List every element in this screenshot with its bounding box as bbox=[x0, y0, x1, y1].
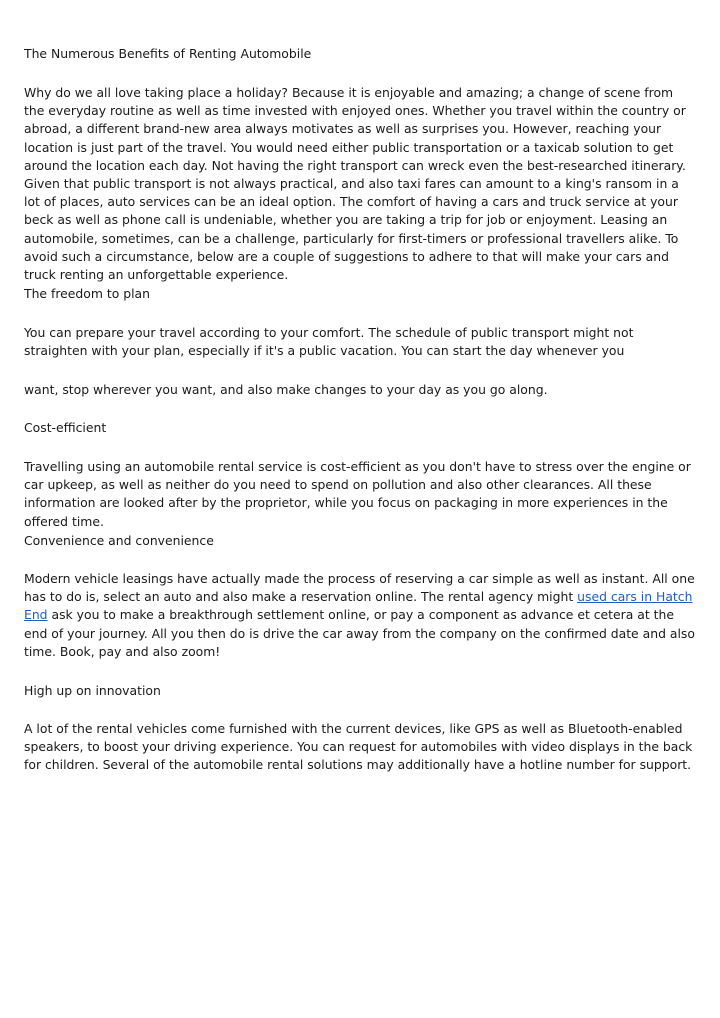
used-cars-hatch-end-link[interactable]: used cars in Hatch End bbox=[24, 589, 693, 623]
convenience-paragraph bbox=[24, 570, 696, 661]
intro-paragraph: Why do we all love taking place a holiday? Because it is enjoyable and amazing; a change of scene from the everyday routine as well as time invested with enjoyed ones. Whether you travel within the country or abroad, a different brand-new area always motivates as well as surprises you. However, reaching your location is just part of the travel. You would need either public transportation or a taxicab solution to get around the location each day. Not having the right transport can wreck even the best-researched itinerary. Given that public transport is not always practical, and also taxi fares can amount to a king's ransom in a lot of places, auto services can be an ideal option. The comfort of having a cars and truck service at your beck as well as phone call is undeniable, whether you are taking a trip for job or enjoyment. Leasing an automobile, sometimes, can be a challenge, particularly for first-timers or professional travellers alike. To avoid such a circumstance, below are a couple of suggestions to adhere to that will make your cars and truck renting an unforgettable experience. bbox=[24, 85, 686, 283]
innovation-paragraph: A lot of the rental vehicles come furnished with the current devices, like GPS as well as Bluetooth-enabled speakers, to boost your driving experience. You can request for automobiles with video displays in the back for children. Several of the automobile rental solutions may additionally have a hotline number for support. bbox=[24, 721, 693, 773]
convenience-text-before-link: Modern vehicle leasings have actually made the process of reserving a car simple as well as instant. All one has to do is, select an auto and also make a reservation online. The rental agency might bbox=[24, 571, 695, 605]
freedom-paragraph-2: want, stop wherever you want, and also make changes to your day as you go along. bbox=[24, 382, 548, 397]
freedom-paragraph-1: You can prepare your travel according to your comfort. The schedule of public transport might not straighten with your plan, especially if it's a public vacation. You can start the day whenever you bbox=[24, 325, 634, 359]
section-heading-cost: Cost-efficient bbox=[24, 420, 107, 435]
section-heading-innovation: High up on innovation bbox=[24, 683, 161, 698]
section-heading-convenience: Convenience and convenience bbox=[24, 533, 214, 548]
document-title: The Numerous Benefits of Renting Automobile bbox=[24, 46, 312, 61]
cost-paragraph: Travelling using an automobile rental service is cost-efficient as you don't have to stress over the engine or car upkeep, as well as neither do you need to spend on pollution and also other clearances. All these information are looked after by the proprietor, while you focus on packaging in more experiences in the offered time. bbox=[24, 459, 691, 529]
section-heading-freedom: The freedom to plan bbox=[24, 286, 150, 301]
convenience-text-after-link: ask you to make a breakthrough settlement online, or pay a component as advance et cetera at the end of your journey. All you then do is drive the car away from the company on the confirmed date and also time. Book, pay and also zoom! bbox=[24, 607, 695, 659]
